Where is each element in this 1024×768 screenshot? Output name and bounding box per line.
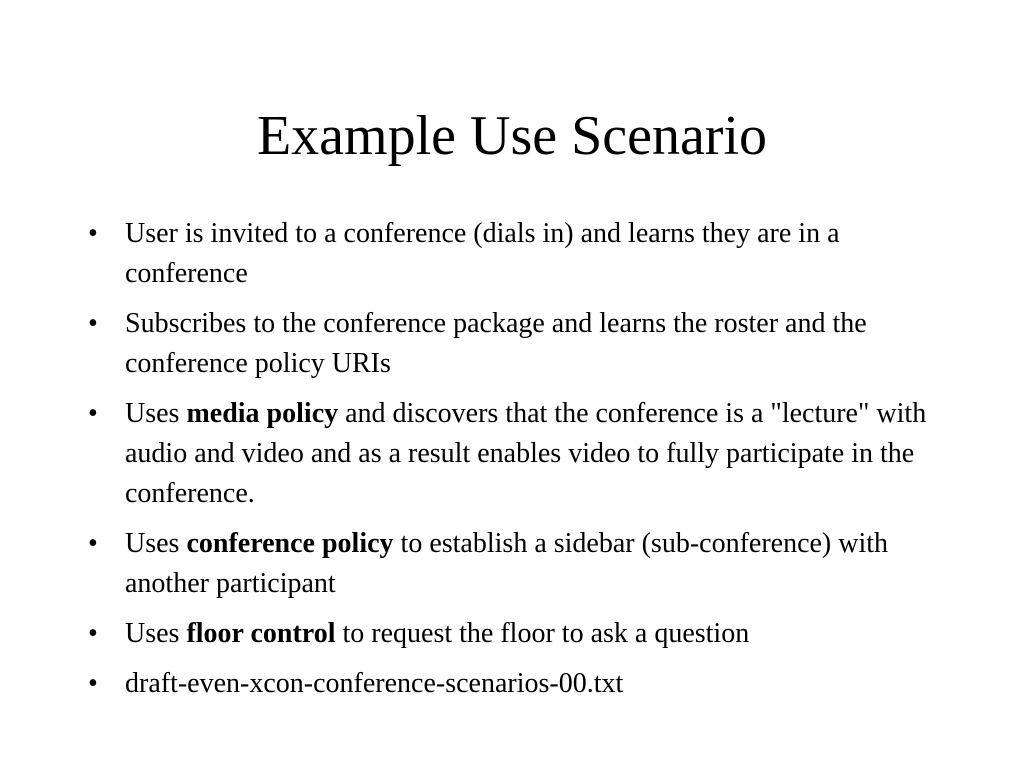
bullet-marker: • [88, 618, 98, 649]
bullet-item-floor-control [88, 614, 948, 654]
bullet-text-bold: conference policy [186, 528, 394, 559]
bullet-text-before: Uses [125, 398, 187, 429]
bullet-item-media-policy [88, 394, 948, 514]
bullet-text-bold: media policy [186, 398, 339, 429]
slide-title: Example Use Scenario [256, 105, 768, 167]
bullet-text-after: to request the floor to ask a question [335, 618, 750, 649]
bullet-text-bold: floor control [186, 618, 336, 649]
bullet-text-after: and discovers that the conference is a "lecture" with audio and video and as a result enables video to fully participate in the conference. [125, 398, 927, 509]
bullet-text: draft-even-xcon-conference-scenarios-00.txt [125, 668, 624, 699]
bullet-marker: • [88, 308, 98, 339]
bullet-text-before: Uses [125, 618, 187, 649]
bullet-text-after: to establish a sidebar (sub-conference) with another participant [125, 528, 889, 599]
bullet-item-draft-reference [88, 664, 948, 704]
bullet-text-before: Uses [125, 528, 187, 559]
bullet-item-subscribes [88, 304, 948, 384]
bullet-list [88, 214, 948, 714]
bullet-marker: • [88, 528, 98, 559]
bullet-marker: • [88, 668, 98, 699]
bullet-item-invited [88, 214, 948, 294]
bullet-text: Subscribes to the conference package and learns the roster and the conference policy URIs [125, 308, 867, 379]
bullet-text: User is invited to a conference (dials in) and learns they are in a conference [125, 218, 840, 289]
bullet-item-conference-policy [88, 524, 948, 604]
bullet-marker: • [88, 398, 98, 429]
bullet-marker: • [88, 218, 98, 249]
